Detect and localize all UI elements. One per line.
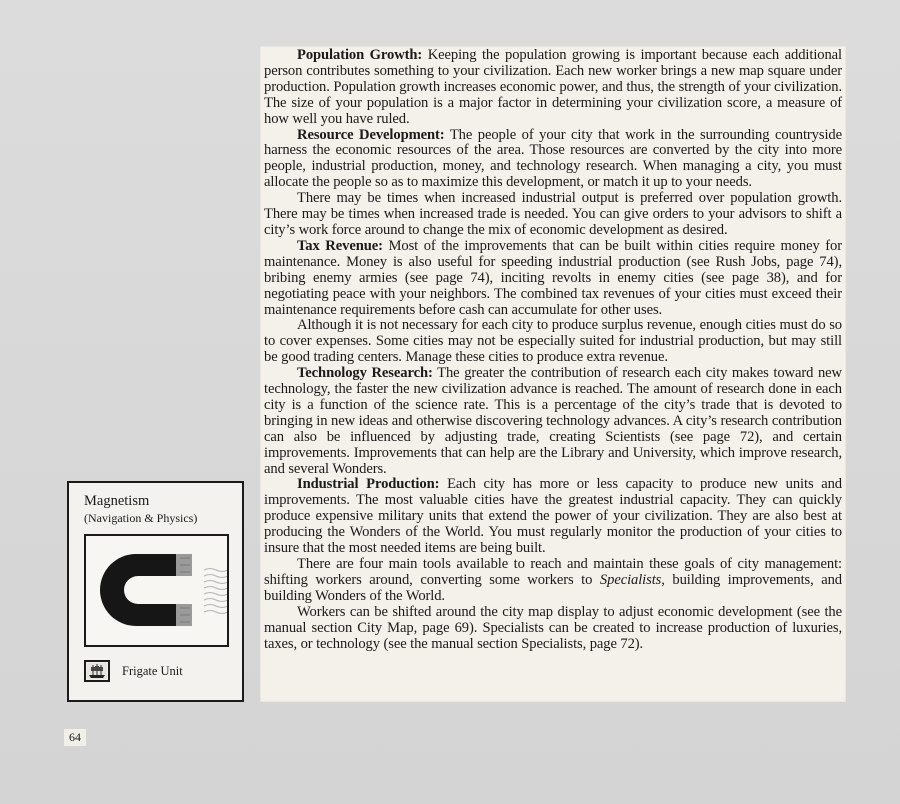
advance-title: Magnetism — [84, 493, 150, 509]
paragraph-tax-revenue — [264, 239, 842, 319]
heading-technology-research: Technology Research: — [297, 365, 433, 382]
unit-label: Frigate Unit — [122, 664, 183, 678]
heading-tax-revenue: Tax Revenue: — [297, 237, 383, 254]
paragraph-four-tools — [264, 557, 842, 605]
frigate-icon — [86, 662, 108, 680]
heading-resource-development: Resource Development: — [297, 126, 445, 143]
text-population-growth: Keeping the population growing is important because each additional person contributes something to your civilization. Each new worker brings a new map square under production. Population growth increases economic power, and thus, the strength of your civilization. The size of your population is a major factor in determining your civilization score, a measure of how well you have ruled. — [264, 47, 842, 127]
unit-icon-frame — [84, 660, 110, 682]
paragraph-industrial-production — [264, 477, 842, 557]
paragraph-work-force — [264, 191, 842, 239]
body-text — [260, 46, 846, 652]
heading-industrial-production: Industrial Production: — [297, 476, 440, 493]
paragraph-population-growth — [264, 48, 842, 128]
text-surplus-revenue: Although it is not necessary for each city to produce surplus revenue, enough cities must do so to cover expenses. Some cities may not be especially suited for industrial production, but may still be good trading centers. Manage these cities to produce extra revenue. — [264, 317, 842, 366]
body-text-column — [260, 46, 846, 702]
text-shifting-workers: Workers can be shifted around the city map display to adjust economic development (see the manual section City Map, page 69). Specialists can be created to increase production of luxuries, taxes, or technology (see the manual section Specialists, page 72). — [264, 603, 842, 652]
text-tax-revenue: Most of the improvements that can be built within cities require money for maintenance. Money is also useful for speeding industrial production (see Rush Jobs, page 74), bribing enemy armies (see page 74), inciting revolts in enemy cities (see page 38), and for negotiating peace with your neighbors. The combined tax revenues of your cities must exceed their maintenance requirements before cash can accumulate for other uses. — [264, 237, 842, 318]
advance-illustration — [84, 534, 229, 647]
text-specialists-emphasis: Specialists — [599, 571, 662, 588]
text-resource-development: The people of your city that work in the surrounding countryside harness the economic resources of the area. Those resources are converted by the city into more people, industrial production, money, and technology research. When managing a city, you must allocate the people so as to maximize this development, or match it up to your needs. — [264, 126, 842, 191]
text-work-force: There may be times when increased industrial output is preferred over population growth. There may be times when increased trade is needed. You can give orders to your advisors to shift a city’s work force around to change the mix of economic development as desired. — [264, 190, 842, 238]
text-four-tools-after: , building improvements, and building Wonders of the World. — [264, 571, 842, 604]
paragraph-resource-development — [264, 128, 842, 192]
advance-subtitle: (Navigation & Physics) — [84, 511, 198, 525]
heading-population-growth: Population Growth: — [297, 47, 423, 63]
paragraph-technology-research — [264, 366, 842, 477]
horseshoe-magnet-icon — [86, 536, 227, 645]
text-technology-research: The greater the contribution of research each city makes toward new technology, the faster the new civilization advance is reached. The amount of research done in each city is a function of the science rate. This is a percentage of the city’s trade that is devoted to bringing in new ideas and otherwise discovering technology advances. A city’s research contribution can also be influenced by adjusting trade, creating Scientists (see page 72), and certain improvements. Improvements that can help are the Library and University, which improve research, and several Wonders. — [264, 365, 842, 477]
paragraph-surplus-revenue — [264, 318, 842, 366]
page-number: 64 — [64, 729, 86, 746]
paragraph-shifting-workers — [264, 605, 842, 653]
advance-sidebar-box — [67, 481, 244, 702]
text-four-tools-before: There are four main tools available to reach and maintain these goals of city management: shifting workers around, converting some workers to — [264, 556, 842, 588]
text-industrial-production: Each city has more or less capacity to produce new units and improvements. The most valuable cities have the greatest industrial capacity. They can quickly produce expensive military units that extend the power of your civilization. They are also best at producing the Wonders of the World. You must regularly monitor the production of your cities to insure that the most needed items are being built. — [264, 476, 842, 557]
